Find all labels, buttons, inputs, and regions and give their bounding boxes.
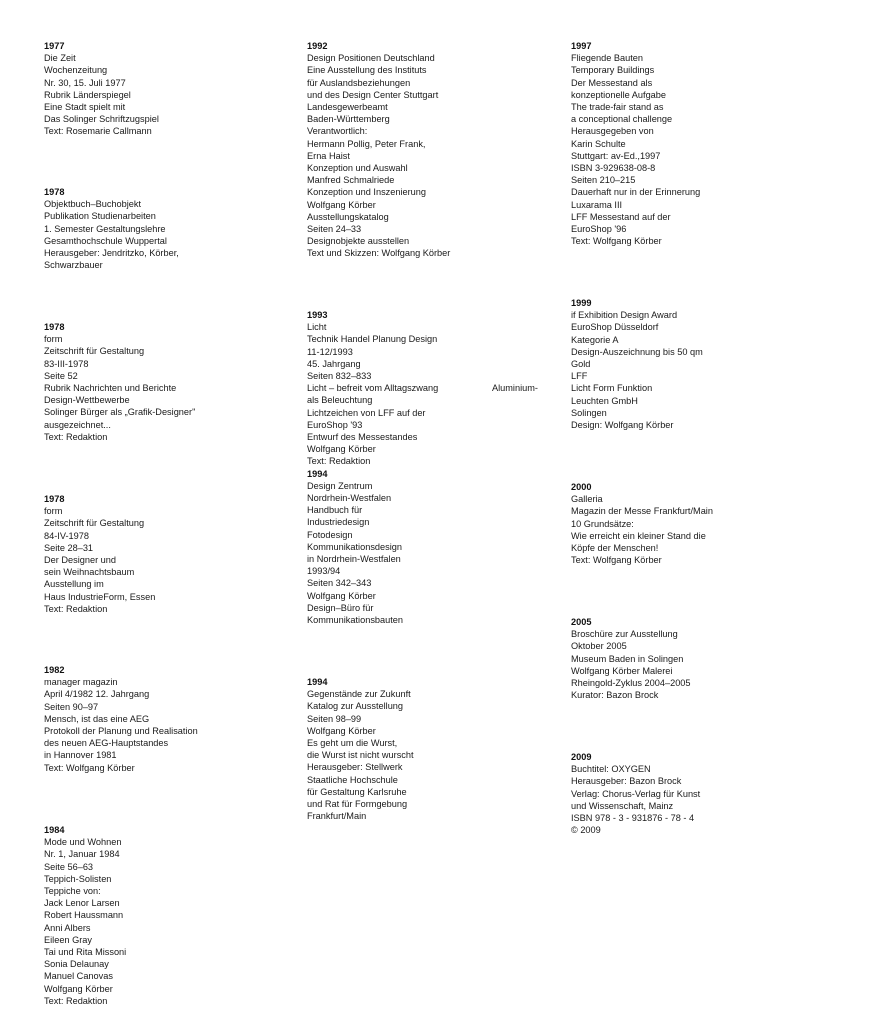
entry-year: 1984 — [44, 825, 65, 835]
entry-line: Nr. 1, Januar 1984 — [44, 849, 120, 860]
entry-year: 1978 — [44, 494, 65, 504]
entry-line: ISBN 978 - 3 - 931876 - 78 - 4 — [571, 813, 695, 824]
entry-line: Sonia Delaunay — [44, 959, 109, 970]
entry-line: Konzeption und Auswahl — [307, 163, 408, 174]
entry-2000-galleria — [571, 481, 806, 566]
entry-line: Seiten 24–33 — [307, 224, 362, 235]
entry-line: Seite 56–63 — [44, 861, 94, 872]
entry-line: Ausstellung im — [44, 579, 104, 590]
entry-line: Licht Form Funktion — [571, 383, 653, 394]
entry-year: 2005 — [571, 617, 592, 627]
entry-line: Zeitschrift für Gestaltung — [44, 518, 145, 529]
entry-line: Anni Albers — [44, 922, 91, 933]
entry-line: Seiten 210–215 — [571, 175, 636, 186]
entry-line: Tai und Rita Missoni — [44, 947, 127, 958]
entry-line: Stuttgart: av-Ed.,1997 — [571, 150, 661, 161]
entry-line: Protokoll der Planung und Realisation — [44, 726, 198, 737]
entry-line: Design–Büro für — [307, 602, 374, 613]
entry-line: konzeptionelle Aufgabe — [571, 89, 667, 100]
entry-year: 1977 — [44, 41, 65, 51]
entry-line: Solinger Bürger als „Grafik-Designer" — [44, 407, 196, 418]
entry-line: Seiten 342–343 — [307, 578, 372, 589]
entry-line: Eine Stadt spielt mit — [44, 102, 126, 113]
entry-line: Baden-Württemberg — [307, 114, 390, 125]
entry-year: 2000 — [571, 482, 592, 492]
entry-line: Karin Schulte — [571, 138, 626, 149]
entry-line: Wolfgang Körber — [307, 725, 376, 736]
entry-line: Solingen — [571, 407, 607, 418]
entry-line: Der Messestand als — [571, 77, 653, 88]
entry-line: Seiten 90–97 — [44, 701, 99, 712]
entry-line: Manuel Canovas — [44, 971, 113, 982]
entry-line: Seite 28–31 — [44, 542, 94, 553]
entry-line: Das Solinger Schriftzugspiel — [44, 114, 159, 125]
entry-line: Temporary Buildings — [571, 65, 655, 76]
entry-line: Herausgeber: Bazon Brock — [571, 776, 682, 787]
entry-line: Kategorie A — [571, 334, 619, 345]
entry-line: April 4/1982 12. Jahrgang — [44, 689, 150, 700]
entry-line: Dauerhaft nur in der Erinnerung — [571, 187, 701, 198]
entry-line: als Beleuchtung — [307, 395, 373, 406]
entry-line: Design: Wolfgang Körber — [571, 420, 674, 431]
entry-line: Text: Redaktion — [44, 431, 108, 442]
entry-line: Leuchten GmbH — [571, 395, 638, 406]
entry-1978-form-84 — [44, 493, 279, 615]
entry-line: Erna Haist — [307, 150, 350, 161]
entry-line: © 2009 — [571, 825, 601, 836]
entry-1982-manager-magazin — [44, 664, 279, 774]
entry-line: EuroShop '93 — [307, 419, 363, 430]
entry-line: Wolfgang Körber — [44, 983, 113, 994]
entry-line: Frankfurt/Main — [307, 811, 367, 822]
entry-line: Design-Auszeichnung bis 50 qm — [571, 346, 703, 357]
entry-line: Jack Lenor Larsen — [44, 898, 120, 909]
entry-1992-design-positionen — [307, 40, 542, 260]
entry-line: Kommunikationsdesign — [307, 541, 402, 552]
entry-line: a conceptional challenge — [571, 114, 673, 125]
entry-year: 1994 — [307, 677, 328, 687]
entry-line: Rheingold-Zyklus 2004–2005 — [571, 678, 691, 689]
entry-line: Technik Handel Planung Design — [307, 334, 438, 345]
entry-line: Robert Haussmann — [44, 910, 124, 921]
entry-line: Hermann Pollig, Peter Frank, — [307, 138, 426, 149]
entry-line: Gold — [571, 359, 591, 370]
entry-line: Zeitschrift für Gestaltung — [44, 346, 145, 357]
entry-line: Kurator: Bazon Brock — [571, 690, 659, 701]
entry-line: Herausgegeben von — [571, 126, 654, 137]
entry-line: LFF Messestand auf der — [571, 211, 671, 222]
entry-year: 1978 — [44, 187, 65, 197]
entry-year: 1994 — [307, 468, 328, 479]
entry-line: in Hannover 1981 — [44, 750, 117, 761]
entry-year: 1982 — [44, 665, 65, 675]
entry-line: Rubrik Nachrichten und Berichte — [44, 383, 177, 394]
entry-line: Haus IndustrieForm, Essen — [44, 591, 156, 602]
entry-1993-licht — [307, 309, 542, 626]
entry-line: Design Positionen Deutschland — [307, 53, 435, 64]
entry-line: Landesgewerbeamt — [307, 102, 388, 113]
entry-1984-mode-und-wohnen — [44, 824, 279, 1007]
entry-line: Nordrhein-Westfalen — [307, 493, 392, 504]
entry-line: Entwurf des Messestandes — [307, 432, 418, 443]
entry-line: Design Zentrum — [307, 480, 373, 491]
entry-line: Manfred Schmalriede — [307, 175, 395, 186]
entry-line: Köpfe der Menschen! — [571, 543, 659, 554]
entry-line: Wolfgang Körber — [307, 590, 376, 601]
entry-line: Gegenstände zur Zukunft — [307, 689, 411, 700]
entry-line: Wolfgang Körber Malerei — [571, 665, 673, 676]
entry-line: Seiten 832–833 — [307, 371, 372, 382]
entry-line: Text und Skizzen: Wolfgang Körber — [307, 248, 451, 259]
entry-line: if Exhibition Design Award — [571, 310, 678, 321]
entry-line: Licht — [307, 322, 327, 333]
entry-1977-die-zeit — [44, 40, 279, 138]
entry-line: Seiten 98–99 — [307, 713, 362, 724]
entry-line: Galleria — [571, 494, 603, 505]
entry-line: Katalog zur Ausstellung — [307, 701, 404, 712]
entry-line: Es geht um die Wurst, — [307, 738, 398, 749]
entry-line: Text: Wolfgang Körber — [571, 236, 662, 247]
entry-line: Die Zeit — [44, 53, 76, 64]
entry-line: Staatliche Hochschule — [307, 774, 398, 785]
entry-year: 2009 — [571, 752, 592, 762]
entry-line: Museum Baden in Solingen — [571, 653, 684, 664]
entry-line: sein Weihnachtsbaum — [44, 567, 135, 578]
entry-line: form — [44, 506, 63, 517]
entry-line: Eileen Gray — [44, 934, 93, 945]
clipped-text-fragment: Aluminium- — [492, 383, 538, 393]
entry-2009-oxygen — [571, 751, 806, 836]
entry-line: Text: Redaktion — [44, 603, 108, 614]
entry-line: Eine Ausstellung des Instituts — [307, 65, 427, 76]
entry-line: The trade-fair stand as — [571, 102, 664, 113]
entry-line: des neuen AEG-Hauptstandes — [44, 738, 169, 749]
entry-line: Magazin der Messe Frankfurt/Main — [571, 506, 713, 517]
entry-line: Handbuch für — [307, 505, 363, 516]
entry-line: EuroShop '96 — [571, 224, 627, 235]
entry-line: 10 Grundsätze: — [571, 518, 634, 529]
entry-year: 1978 — [44, 322, 65, 332]
entry-line: 45. Jahrgang — [307, 358, 361, 369]
entry-line: Seite 52 — [44, 370, 78, 381]
entry-line: und Rat für Formgebung — [307, 799, 408, 810]
entry-line: Wolfgang Körber — [307, 199, 376, 210]
entry-1999-if-award — [571, 297, 806, 431]
entry-line: Konzeption und Inszenierung — [307, 187, 427, 198]
entry-line: Fotodesign — [307, 529, 353, 540]
entry-line: Ausstellungskatalog — [307, 211, 389, 222]
entry-line: Industriedesign — [307, 517, 370, 528]
entry-2005-broschuere — [571, 616, 806, 701]
entry-1978-form-83 — [44, 321, 279, 443]
entry-line: in Nordrhein-Westfalen — [307, 554, 401, 565]
entry-line: Broschüre zur Ausstellung — [571, 629, 678, 640]
entry-line: und des Design Center Stuttgart — [307, 89, 439, 100]
entry-line: die Wurst ist nicht wurscht — [307, 750, 414, 761]
entry-line: Gesamthochschule Wuppertal — [44, 235, 167, 246]
entry-line: für Gestaltung Karlsruhe — [307, 786, 407, 797]
entry-line: Text: Rosemarie Callmann — [44, 126, 152, 137]
entry-line: Oktober 2005 — [571, 641, 627, 652]
entry-line: 84-IV-1978 — [44, 530, 89, 541]
entry-line: 83-III-1978 — [44, 358, 89, 369]
entry-line: für Auslandsbeziehungen — [307, 77, 411, 88]
entry-line: und Wissenschaft, Mainz — [571, 800, 674, 811]
entry-line: Lichtzeichen von LFF auf der — [307, 407, 426, 418]
entry-line: Licht – befreit vom Alltagszwang — [307, 383, 439, 394]
entry-line: Kommunikationsbauten — [307, 615, 404, 626]
entry-line: Design-Wettbewerbe — [44, 395, 130, 406]
entry-1978-objektbuch — [44, 186, 279, 271]
entry-line: Wolfgang Körber — [307, 444, 376, 455]
entry-line: Designobjekte ausstellen — [307, 236, 410, 247]
entry-line: form — [44, 334, 63, 345]
entry-line: Luxarama III — [571, 199, 623, 210]
entry-line: Herausgeber: Stellwerk — [307, 762, 403, 773]
entry-line: 1. Semester Gestaltungslehre — [44, 223, 166, 234]
entry-line: Rubrik Länderspiegel — [44, 89, 131, 100]
entry-line: Teppiche von: — [44, 886, 101, 897]
entry-year: 1997 — [571, 41, 592, 51]
entry-line: 1993/94 — [307, 566, 341, 577]
entry-line: LFF — [571, 371, 588, 382]
entry-line: Text: Redaktion — [307, 456, 371, 467]
entry-line: Verantwortlich: — [307, 126, 368, 137]
entry-line: ISBN 3-929638-08-8 — [571, 163, 656, 174]
entry-year: 1993 — [307, 310, 328, 320]
entry-line: Mensch, ist das eine AEG — [44, 713, 150, 724]
entry-line: Nr. 30, 15. Juli 1977 — [44, 77, 126, 88]
entry-year: 1992 — [307, 41, 328, 51]
entry-line: Fliegende Bauten — [571, 53, 644, 64]
entry-line: Herausgeber: Jendritzko, Körber, — [44, 248, 179, 259]
entry-line: Text: Wolfgang Körber — [44, 762, 135, 773]
entry-line: Schwarzbauer — [44, 260, 103, 271]
entry-line: 11-12/1993 — [307, 346, 353, 357]
entry-line: manager magazin — [44, 677, 118, 688]
entry-year: 1999 — [571, 298, 592, 308]
entry-line: Der Designer und — [44, 555, 117, 566]
entry-line: Publikation Studienarbeiten — [44, 211, 156, 222]
entry-line: Wie erreicht ein kleiner Stand die — [571, 530, 706, 541]
entry-1997-fliegende-bauten — [571, 40, 806, 247]
entry-line: ausgezeichnet... — [44, 419, 111, 430]
entry-line: Teppich-Solisten — [44, 873, 112, 884]
entry-1994-gegenstaende — [307, 676, 542, 822]
entry-line: Verlag: Chorus-Verlag für Kunst — [571, 788, 701, 799]
entry-line: EuroShop Düsseldorf — [571, 322, 659, 333]
entry-line: Objektbuch–Buchobjekt — [44, 199, 142, 210]
entry-line: Wochenzeitung — [44, 65, 108, 76]
entry-line: Text: Redaktion — [44, 995, 108, 1006]
entry-line: Text: Wolfgang Körber — [571, 555, 662, 566]
entry-line: Mode und Wohnen — [44, 837, 122, 848]
entry-line: Buchtitel: OXYGEN — [571, 764, 651, 775]
